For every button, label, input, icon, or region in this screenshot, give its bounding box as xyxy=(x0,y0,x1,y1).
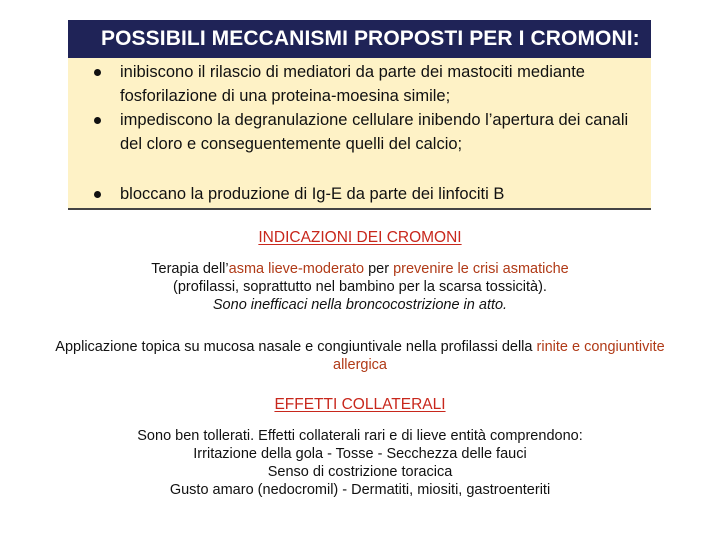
indications-line-1 xyxy=(40,260,680,278)
mechanism-text: bloccano la produzione di Ig-E da parte dei linfociti B xyxy=(120,185,505,203)
side-effects-line: Irritazione della gola - Tosse - Secchezza delle fauci xyxy=(193,446,527,462)
bullet-icon xyxy=(94,69,101,76)
text-run: Applicazione topica su mucosa nasale e congiuntivale nella profilassi della xyxy=(55,339,537,355)
mechanism-text: inibiscono il rilascio di mediatori da parte dei mastociti mediante fosforilazione di una proteina-moesina simile; xyxy=(120,63,585,105)
mechanism-item xyxy=(94,182,639,206)
indications-line-3: Sono inefficaci nella broncocostrizione in atto. xyxy=(212,297,508,313)
mechanisms-box xyxy=(68,20,651,210)
bullet-icon xyxy=(94,117,101,124)
asthma-emphasis: asma lieve-moderato xyxy=(228,261,365,277)
side-effects-paragraph xyxy=(40,427,680,499)
side-effects-heading: EFFETTI COLLATERALI xyxy=(274,396,446,413)
topical-paragraph xyxy=(30,338,690,374)
text-run: Terapia dell’ xyxy=(151,261,229,277)
rhinitis-emphasis: rinite e congiuntivite allergica xyxy=(333,339,665,373)
mechanism-item xyxy=(94,60,639,108)
indications-heading: INDICAZIONI DEI CROMONI xyxy=(258,229,462,246)
side-effects-line: Senso di costrizione toracica xyxy=(267,464,453,480)
indications-paragraph xyxy=(40,260,680,314)
indications-line-2: (profilassi, soprattutto nel bambino per la scarsa tossicità). xyxy=(173,279,547,295)
side-effects-line: Gusto amaro (nedocromil) - Dermatiti, miositi, gastroenteriti xyxy=(169,482,551,498)
mechanism-item xyxy=(94,108,639,156)
text-run: per xyxy=(364,261,394,277)
side-effects-line: Sono ben tollerati. Effetti collaterali rari e di lieve entità comprendono: xyxy=(137,428,583,444)
prevention-emphasis: prevenire le crisi asmatiche xyxy=(393,261,569,277)
mechanism-text: impediscono la degranulazione cellulare inibendo l’apertura dei canali del cloro e conseguentemente quelli del calcio; xyxy=(120,111,629,153)
bullet-icon xyxy=(94,191,101,198)
mechanisms-title: POSSIBILI MECCANISMI PROPOSTI PER I CROMONI: xyxy=(68,20,651,58)
